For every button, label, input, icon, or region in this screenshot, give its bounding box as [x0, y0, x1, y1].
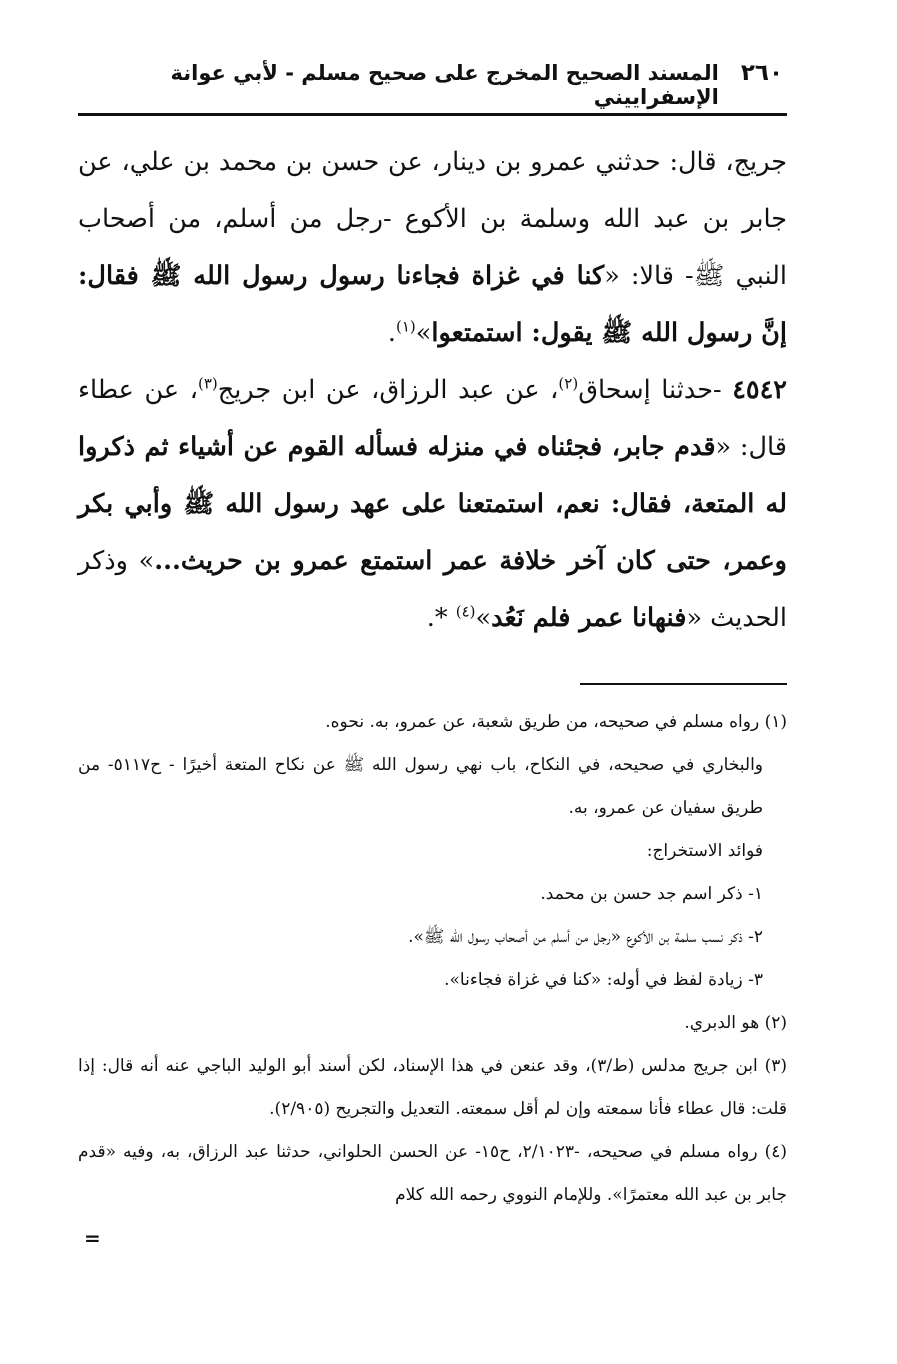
footnote-1-benefits-heading: فوائد الاستخراج: [646, 841, 763, 861]
footnote-ref: (٣) [197, 374, 218, 393]
footnote-4: (٤) رواه مسلم في صحيحه، -٢/١٠٢٣، ح١٥- عن الحسن الحلواني، حدثنا عبد الرزاق، به، وفيه «قدم جابر بن عبد الله معتمرًا». وللإمام النووي رحمه الله كلام [78, 1142, 787, 1205]
main-text [78, 134, 787, 647]
text-segment: ، عن عطاء قال: « [78, 375, 787, 462]
footnote-2: (٢) هو الدبري. [684, 1013, 787, 1033]
header-title: المسند الصحيح المخرج على صحيح مسلم - لأبي عوانة الإسفراييني [170, 61, 719, 109]
footnote-1-bukhari: والبخاري في صحيحه، في النكاح، باب نهي رسول الله ﷺ عن نكاح المتعة أخيرًا - ح٥١١٧- من طريق سفيان عن عمرو، به. [78, 755, 764, 818]
header-rule [78, 113, 787, 116]
running-header [78, 60, 787, 109]
page [78, 60, 787, 1217]
hadith-paragraph-2 [78, 362, 787, 647]
text-segment: جريج، قال: حدثني عمرو بن دينار، عن حسن بن محمد بن علي، عن جابر بن عبد الله وسلمة بن الأكوع -رجل من أسلم، من أصحاب النبي ﷺ- قالا: « [78, 147, 788, 291]
footnote-separator [580, 683, 787, 685]
footnote-1-benefit-1: ١- ذكر اسم جد حسن بن محمد. [540, 884, 763, 904]
footnote-ref: (١) [396, 317, 416, 336]
continuation-mark: = [84, 1226, 101, 1250]
text-segment: -حدثنا إسحاق [578, 375, 733, 405]
text-segment: ، عن عبد الرزاق، عن ابن جريج [217, 375, 559, 405]
text-segment: » [475, 603, 492, 633]
hadith-matn: قدم جابر، فجئناه في منزله فسأله القوم عن أشياء ثم ذكروا له المتعة، فقال: نعم، استمتعنا على عهد رسول الله ﷺ وأبي بكر وعمر، حتى كان آخر خلافة عمر استمتع عمرو بن حريث... [78, 432, 787, 576]
hadith-matn: فنهانا عمر فلم نَعُد [491, 603, 687, 633]
page-number: ٢٦٠ [740, 60, 783, 86]
text-segment: » [415, 318, 432, 348]
text-segment: . [387, 318, 396, 348]
text-segment: » وذكر الحديث « [78, 546, 787, 633]
footnote-3: (٣) ابن جريج مدلس (ط/٣)، وقد عنعن في هذا الإسناد، لكن أسند أبو الوليد الباجي عنه أنه قال: إذا قلت: قال عطاء فأنا سمعته وإن لم أقل سمعته. التعديل والتجريح (٢/٩٠٥). [78, 1056, 787, 1119]
footnote-ref: (٤) [455, 602, 476, 621]
hadith-matn: كنا في غزاة فجاءنا رسول رسول الله ﷺ فقال: إنَّ رسول الله ﷺ يقول: استمتعوا [78, 261, 787, 348]
footnote-1-benefit-2: ٢- ذكر نسب سلمة بن الأكوع «رجل من أسلم من أصحاب رسول الله ﷺ». [408, 927, 763, 947]
text-segment: *. [426, 603, 456, 633]
footnotes [78, 701, 787, 1217]
footnote-ref: (٢) [558, 374, 579, 393]
footnote-1-benefit-3: ٣- زيادة لفظ في أوله: «كنا في غزاة فجاءنا». [444, 970, 763, 990]
hadith-number: ٤٥٤٢ [732, 375, 787, 405]
footnote-1: (١) رواه مسلم في صحيحه، من طريق شعبة، عن عمرو، به. نحوه. [325, 712, 787, 732]
hadith-paragraph-1 [78, 134, 787, 362]
